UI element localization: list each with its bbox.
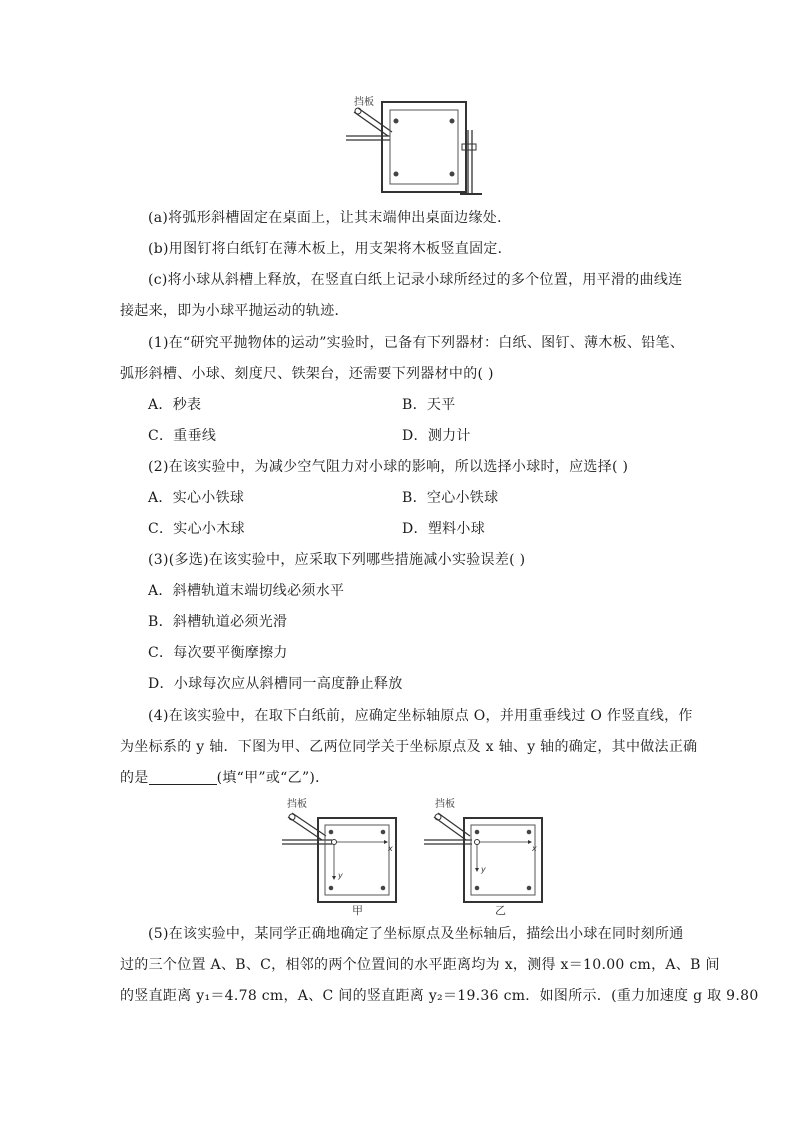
q3-option-a: A．斜槽轨道末端切线必须水平 xyxy=(148,583,345,599)
q2-option-c: C．实心小木球 xyxy=(148,521,245,537)
right-axis-y-label: y xyxy=(481,865,486,874)
step-a: (a)将弧形斜槽固定在桌面上，让其末端伸出桌面边缘处． xyxy=(148,210,512,226)
q2-option-d: D．塑料小球 xyxy=(402,521,486,537)
right-axis-x-label: x xyxy=(532,844,537,853)
q5-line2: 过的三个位置 A、B、C，相邻的两个位置间的水平距离均为 x，测得 x＝10.00 cm，A、B 间 xyxy=(120,957,720,973)
left-baffle-label: 挡板 xyxy=(287,799,307,810)
baffle-label: 挡板 xyxy=(354,97,374,108)
q5-line3: 的竖直距离 y₁＝4.78 cm，A、C 间的竖直距离 y₂＝19.36 cm．如图所示．(重力加速度 g 取 9.80 xyxy=(120,988,759,1004)
answer-blank[interactable] xyxy=(149,770,217,785)
q2-option-a: A．实心小铁球 xyxy=(148,490,245,506)
q1-option-a: A．秒表 xyxy=(148,397,202,413)
step-c-line2: 接起来，即为小球平抛运动的轨迹． xyxy=(120,303,349,319)
q1-stem-line1: (1)在“研究平抛物体的运动”实验时，已备有下列器材：白纸、图钉、薄木板、铅笔、 xyxy=(148,335,685,351)
q3-option-b: B．斜槽轨道必须光滑 xyxy=(148,614,288,630)
q4-line3 xyxy=(120,768,329,788)
q4-line3-prefix: 的是 xyxy=(120,770,149,786)
figure-pair xyxy=(280,796,550,918)
q4-line2: 为坐标系的 y 轴．下图为甲、乙两位同学关于坐标原点及 x 轴、y 轴的确定，其中做法正确 xyxy=(120,739,698,755)
q4-line3-suffix: (填“甲”或“乙”)． xyxy=(216,770,330,786)
top-apparatus-figure xyxy=(340,94,490,198)
q1-option-b: B．天平 xyxy=(402,397,456,413)
step-c-line1: (c)将小球从斜槽上释放，在竖直白纸上记录小球所经过的多个位置，用平滑的曲线连 xyxy=(148,272,683,288)
q2-stem: (2)在该实验中，为减少空气阻力对小球的影响，所以选择小球时，应选择( ) xyxy=(148,459,629,475)
q4-line1: (4)在该实验中，在取下白纸前，应确定坐标轴原点 O，并用重垂线过 O 作竖直线，作 xyxy=(148,708,693,724)
left-caption: 甲 xyxy=(352,904,363,917)
step-b: (b)用图钉将白纸钉在薄木板上，用支架将木板竖直固定． xyxy=(148,241,512,257)
left-axis-x-label: x xyxy=(388,844,393,853)
q1-stem-line2: 弧形斜槽、小球、刻度尺、铁架台，还需要下列器材中的( ) xyxy=(120,366,494,382)
q1-option-d: D．测力计 xyxy=(402,428,471,444)
right-caption: 乙 xyxy=(495,904,506,917)
left-axis-y-label: y xyxy=(338,871,343,880)
q2-option-b: B．空心小铁球 xyxy=(402,490,499,506)
right-baffle-label: 挡板 xyxy=(435,799,455,810)
q1-option-c: C．重垂线 xyxy=(148,428,217,444)
q3-option-c: C．每次要平衡摩擦力 xyxy=(148,645,288,661)
q5-line1: (5)在该实验中，某同学正确地确定了坐标原点及坐标轴后，描绘出小球在同时刻所通 xyxy=(148,926,684,942)
q3-stem: (3)(多选)在该实验中，应采取下列哪些措施减小实验误差( ) xyxy=(148,552,526,568)
q3-option-d: D．小球每次应从斜槽同一高度静止释放 xyxy=(148,676,403,692)
